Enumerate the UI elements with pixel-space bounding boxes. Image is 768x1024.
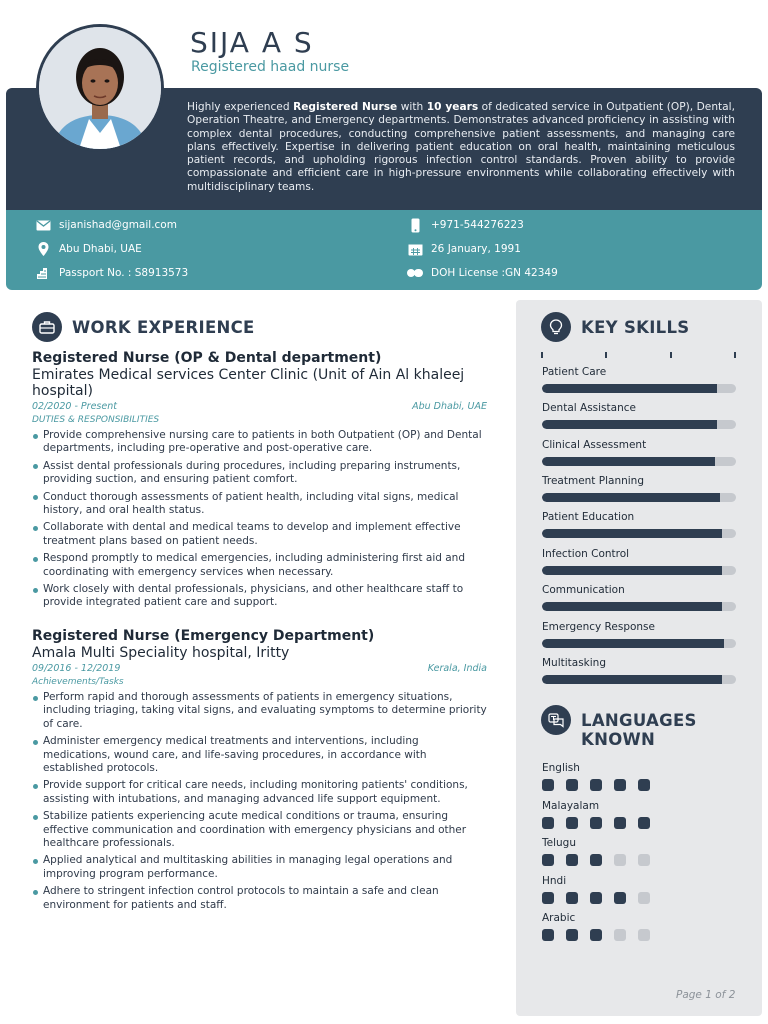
rating-dot-filled bbox=[614, 817, 626, 829]
skill-bar-fill bbox=[542, 566, 722, 575]
skill-bar-fill bbox=[542, 602, 722, 611]
job-dates: 09/2016 - 12/2019 bbox=[32, 663, 121, 674]
envelope-icon bbox=[35, 218, 51, 232]
rating-dot-filled bbox=[638, 779, 650, 791]
briefcase-icon bbox=[32, 312, 62, 342]
list-item: Work closely with dental professionals, physicians, and other healthcare staff to provide integrated patient care and support. bbox=[32, 583, 487, 610]
passport-text: Passport No. : S8913573 bbox=[59, 267, 189, 279]
rating-dot-filled bbox=[638, 817, 650, 829]
skill-item bbox=[542, 475, 736, 502]
language-item bbox=[542, 912, 736, 941]
license-text: DOH License :GN 42349 bbox=[431, 267, 558, 279]
job-tasks-list bbox=[32, 691, 487, 912]
map-pin-icon bbox=[35, 242, 51, 256]
skill-bar bbox=[542, 493, 736, 502]
skill-item bbox=[542, 621, 736, 648]
job-subheading: Achievements/Tasks bbox=[32, 677, 124, 687]
skill-label: Communication bbox=[542, 584, 625, 596]
job-title: Registered Nurse (OP & Dental department) bbox=[32, 350, 382, 366]
list-item: Administer emergency medical treatments and interventions, including medications, wound care, and life-saving procedures, in accordance with established protocols. bbox=[32, 735, 487, 775]
skill-label: Dental Assistance bbox=[542, 402, 636, 414]
skill-item bbox=[542, 366, 736, 393]
rating-dot-filled bbox=[566, 779, 578, 791]
skill-label: Patient Education bbox=[542, 511, 635, 523]
passport-icon bbox=[35, 266, 51, 280]
language-label: Telugu bbox=[542, 837, 576, 849]
language-item bbox=[542, 800, 736, 829]
rating-dot-filled bbox=[542, 892, 554, 904]
rating-dot-filled bbox=[542, 817, 554, 829]
skill-bar bbox=[542, 602, 736, 611]
list-item: Respond promptly to medical emergencies, including administering first aid and coordinating with emergency services when necessary. bbox=[32, 552, 487, 579]
language-rating bbox=[542, 779, 736, 791]
skill-item bbox=[542, 584, 736, 611]
list-item: Collaborate with dental and medical teams to develop and implement effective treatment plans based on patient needs. bbox=[32, 521, 487, 548]
skill-label: Clinical Assessment bbox=[542, 439, 647, 451]
skill-label: Emergency Response bbox=[542, 621, 655, 633]
job-subheading: DUTIES & RESPONSIBILITIES bbox=[32, 415, 160, 425]
rating-dot-filled bbox=[566, 929, 578, 941]
rating-dot-filled bbox=[542, 929, 554, 941]
language-label: Hndi bbox=[542, 875, 567, 887]
scale-tick bbox=[670, 352, 672, 358]
scale-tick bbox=[734, 352, 736, 358]
location-text: Abu Dhabi, UAE bbox=[59, 243, 142, 255]
candidate-name: SIJA A S bbox=[190, 26, 314, 59]
rating-dot-filled bbox=[590, 892, 602, 904]
rating-dot-filled bbox=[566, 817, 578, 829]
skill-item bbox=[542, 439, 736, 466]
skill-bar bbox=[542, 566, 736, 575]
calendar-icon bbox=[407, 242, 423, 256]
list-item: Assist dental professionals during procedures, including preparing instruments, providing suction, and ensuring patient comfort. bbox=[32, 460, 487, 487]
email-text: sijanishad@gmail.com bbox=[59, 219, 177, 231]
page-number: Page 1 of 2 bbox=[676, 989, 736, 1001]
rating-dot-filled bbox=[566, 892, 578, 904]
contact-passport bbox=[35, 266, 188, 280]
employer-name: Amala Multi Speciality hospital, Iritty bbox=[32, 645, 290, 661]
language-rating bbox=[542, 817, 736, 829]
rating-dot-empty bbox=[638, 929, 650, 941]
list-item: Provide comprehensive nursing care to patients in both Outpatient (OP) and Dental departments, including pre-operative and post-operative care. bbox=[32, 429, 487, 456]
skill-bar bbox=[542, 384, 736, 393]
skill-bar bbox=[542, 457, 736, 466]
job-meta bbox=[32, 401, 487, 412]
contact-email bbox=[35, 218, 177, 232]
skill-bar-fill bbox=[542, 493, 720, 502]
rating-dot-empty bbox=[614, 854, 626, 866]
rating-dot-filled bbox=[590, 854, 602, 866]
list-item: Provide support for critical care needs, including monitoring patients' conditions, assisting with intubations, and managing advanced life support equipment. bbox=[32, 779, 487, 806]
language-rating bbox=[542, 892, 736, 904]
skill-label: Treatment Planning bbox=[542, 475, 644, 487]
job-meta bbox=[32, 663, 487, 674]
language-item bbox=[542, 837, 736, 866]
scale-tick bbox=[605, 352, 607, 358]
key-skills-title: KEY SKILLS bbox=[581, 317, 690, 337]
list-item: Perform rapid and thorough assessments of patients in emergency situations, including triaging, taking vital signs, and evaluating symptoms to determine priority of care. bbox=[32, 691, 487, 731]
license-icon bbox=[407, 266, 423, 280]
language-label: English bbox=[542, 762, 580, 774]
skill-label: Multitasking bbox=[542, 657, 607, 669]
lightbulb-icon bbox=[541, 312, 571, 342]
skill-bar bbox=[542, 639, 736, 648]
list-item: Stabilize patients experiencing acute medical conditions or trauma, ensuring effective communication and coordination with emergency physicians and other healthcare professionals. bbox=[32, 810, 487, 850]
skill-label: Infection Control bbox=[542, 548, 630, 560]
candidate-role: Registered haad nurse bbox=[191, 59, 350, 75]
rating-dot-filled bbox=[590, 817, 602, 829]
rating-dot-filled bbox=[614, 779, 626, 791]
rating-dot-filled bbox=[590, 779, 602, 791]
rating-dot-empty bbox=[614, 929, 626, 941]
job-location: Abu Dhabi, UAE bbox=[412, 401, 487, 412]
work-experience-heading bbox=[32, 312, 255, 342]
list-item: Applied analytical and multitasking abilities in managing legal operations and improving program performance. bbox=[32, 854, 487, 881]
avatar bbox=[39, 27, 161, 149]
languages-heading bbox=[541, 705, 697, 749]
rating-dot-filled bbox=[542, 779, 554, 791]
skill-bar-fill bbox=[542, 675, 722, 684]
skill-scale-ticks bbox=[541, 352, 736, 360]
list-item: Conduct thorough assessments of patient health, including vital signs, medical history, and oral health status. bbox=[32, 491, 487, 518]
list-item: Adhere to stringent infection control protocols to maintain a safe and clean environment for patients and staff. bbox=[32, 885, 487, 912]
employer-name: Emirates Medical services Center Clinic (Unit of Ain Al khaleej hospital) bbox=[32, 367, 465, 399]
job-entry bbox=[32, 350, 487, 614]
rating-dot-empty bbox=[638, 892, 650, 904]
skill-item bbox=[542, 511, 736, 538]
rating-dot-empty bbox=[638, 854, 650, 866]
scale-tick bbox=[541, 352, 543, 358]
language-rating bbox=[542, 929, 736, 941]
language-item bbox=[542, 875, 736, 904]
language-label: Arabic bbox=[542, 912, 576, 924]
skill-item bbox=[542, 548, 736, 575]
phone-icon bbox=[407, 218, 423, 232]
job-location: Kerala, India bbox=[427, 663, 487, 674]
rating-dot-filled bbox=[614, 892, 626, 904]
rating-dot-filled bbox=[566, 854, 578, 866]
job-duties-list bbox=[32, 429, 487, 610]
skill-bar-fill bbox=[542, 457, 715, 466]
profile-summary: Highly experienced Registered Nurse with 10 years of dedicated service in Outpatient (OP), Dental, Operation Theatre, and Emergency departments. Demonstrates advanced proficiency in assisting with complex dental procedures, conducting comprehensive patient assessments, and managing care plans effectively. Expertise in delivering patient education on oral health, maintaining meticulous patient records, and upholding rigorous infection control standards. Proven ability to provide compassionate and efficient care in high-pressure environments while collaborating effectively with multidisciplinary teams. bbox=[187, 101, 735, 193]
rating-dot-filled bbox=[542, 854, 554, 866]
rating-dot-filled bbox=[590, 929, 602, 941]
skill-bar-fill bbox=[542, 420, 717, 429]
skill-bar bbox=[542, 529, 736, 538]
job-title: Registered Nurse (Emergency Department) bbox=[32, 628, 375, 644]
contact-phone bbox=[407, 218, 524, 232]
languages-title: LANGUAGES KNOWN bbox=[581, 711, 697, 749]
contact-location bbox=[35, 242, 142, 256]
job-entry bbox=[32, 628, 487, 916]
contact-dob bbox=[407, 242, 521, 256]
profile-photo bbox=[36, 24, 164, 152]
language-rating bbox=[542, 854, 736, 866]
language-item bbox=[542, 762, 736, 791]
skill-bar-fill bbox=[542, 384, 717, 393]
skill-bar-fill bbox=[542, 529, 722, 538]
dob-text: 26 January, 1991 bbox=[431, 243, 521, 255]
skill-bar bbox=[542, 675, 736, 684]
skill-bar bbox=[542, 420, 736, 429]
skill-item bbox=[542, 657, 736, 684]
skill-bar-fill bbox=[542, 639, 724, 648]
skill-item bbox=[542, 402, 736, 429]
language-label: Malayalam bbox=[542, 800, 600, 812]
work-experience-title: WORK EXPERIENCE bbox=[72, 317, 255, 337]
skill-label: Patient Care bbox=[542, 366, 607, 378]
job-dates: 02/2020 - Present bbox=[32, 401, 117, 412]
phone-text: +971-544276223 bbox=[431, 219, 524, 231]
key-skills-heading bbox=[541, 312, 689, 342]
contact-license bbox=[407, 266, 558, 280]
translate-icon bbox=[541, 705, 571, 735]
